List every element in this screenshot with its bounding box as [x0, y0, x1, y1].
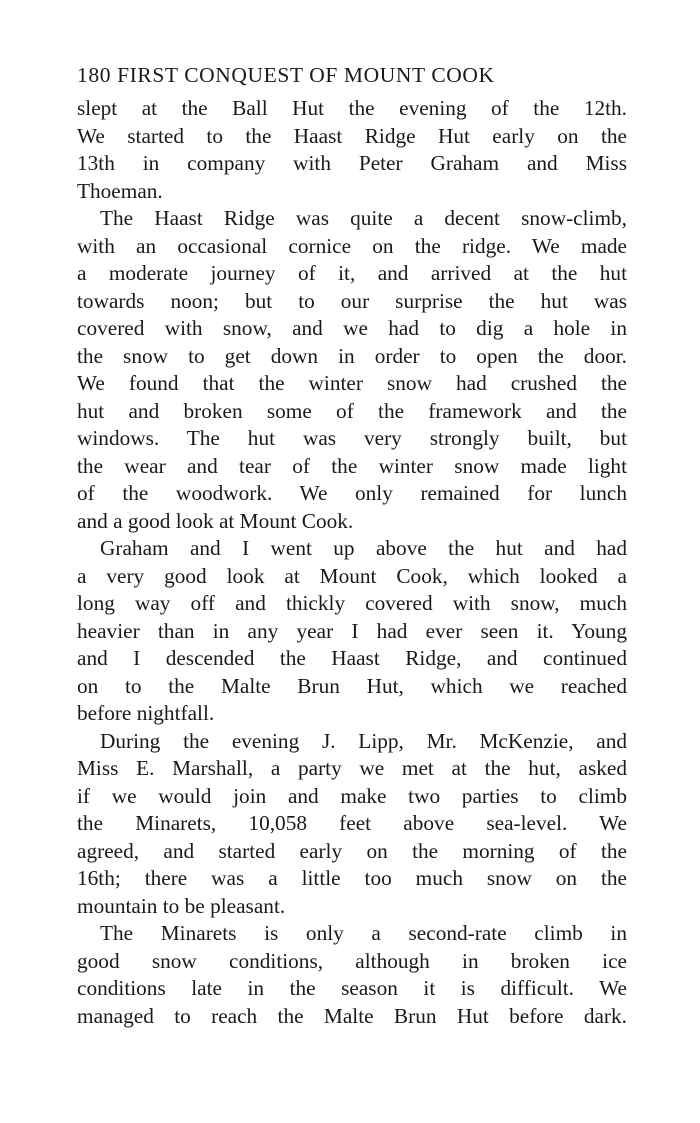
text-line: slept at the Ball Hut the evening of the 12th.	[77, 96, 627, 120]
text-line: the wear and tear of the winter snow made light	[77, 453, 627, 478]
text-line: heavier than in any year I had ever seen it. Young	[77, 618, 627, 643]
text-line: the snow to get down in order to open the door.	[77, 343, 627, 368]
text-line: We started to the Haast Ridge Hut early on the	[77, 123, 627, 148]
text-line: windows. The hut was very strongly built, but	[77, 426, 627, 450]
text-line: The Haast Ridge was quite a decent snow-climb,	[100, 206, 627, 230]
text-line: During the evening J. Lipp, Mr. McKenzie, and	[100, 728, 627, 753]
paragraph	[77, 95, 627, 205]
text-line: towards noon; but to our surprise the hut was	[77, 288, 627, 313]
paragraph	[77, 728, 627, 921]
running-title: FIRST CONQUEST OF MOUNT COOK	[117, 63, 495, 87]
text-line: 16th; there was a little too much snow on the	[77, 866, 627, 890]
text-line: a very good look at Mount Cook, which looked a	[77, 563, 627, 588]
text-line: and a good look at Mount Cook.	[77, 508, 354, 533]
text-line: and I descended the Haast Ridge, and continued	[77, 646, 627, 670]
text-line: managed to reach the Malte Brun Hut before dark.	[77, 1003, 627, 1028]
text-line: conditions late in the season it is difficult. We	[77, 976, 627, 1000]
body-text	[77, 95, 627, 1030]
text-line: We found that the winter snow had crushed the	[77, 371, 627, 395]
text-line: mountain to be pleasant.	[77, 893, 286, 918]
text-line: of the woodwork. We only remained for lunch	[77, 481, 627, 505]
text-line: the Minarets, 10,058 feet above sea-level. We	[77, 811, 627, 835]
paragraph	[77, 920, 627, 1030]
text-line: The Minarets is only a second-rate climb in	[100, 921, 627, 945]
paragraph	[77, 205, 627, 535]
text-line: Miss E. Marshall, a party we met at the hut, asked	[77, 756, 627, 780]
text-line: agreed, and started early on the morning of the	[77, 838, 627, 863]
text-line: before nightfall.	[77, 701, 215, 725]
paragraph	[77, 535, 627, 728]
book-page	[77, 58, 627, 1030]
text-line: Thoeman.	[77, 178, 163, 203]
text-line: 13th in company with Peter Graham and Miss	[77, 151, 627, 175]
text-line: Graham and I went up above the hut and had	[100, 536, 627, 560]
running-head	[77, 58, 627, 92]
text-line: on to the Malte Brun Hut, which we reached	[77, 673, 627, 698]
text-line: with an occasional cornice on the ridge. We made	[77, 233, 627, 258]
text-line: hut and broken some of the framework and the	[77, 398, 627, 423]
text-line: a moderate journey of it, and arrived at the hut	[77, 261, 627, 285]
text-line: if we would join and make two parties to climb	[77, 783, 627, 808]
text-line: covered with snow, and we had to dig a hole in	[77, 316, 627, 340]
text-line: long way off and thickly covered with snow, much	[77, 591, 627, 615]
page-number: 180	[77, 63, 112, 87]
text-line: good snow conditions, although in broken ice	[77, 948, 627, 973]
